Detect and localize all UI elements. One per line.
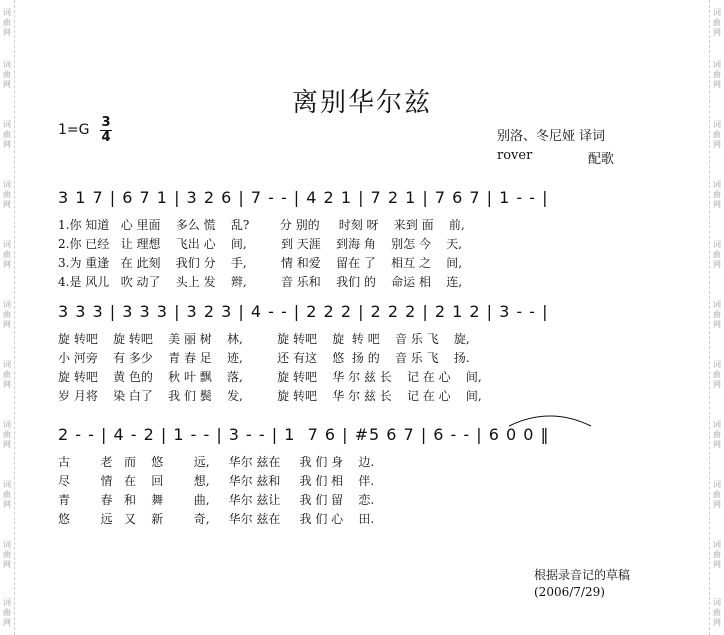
notation-line: 3 1 7 | 6 7 1 | 3 2 6 | 7 - - | 4 2 1 | 7 2 1 | 7 6 7 | 1 - - | <box>58 188 549 207</box>
song-title: 离别华尔兹 <box>291 88 432 118</box>
arranger-role: 配歌 <box>588 152 615 167</box>
lyric-line: 4.是 风儿 吹 动了 头上 发 辫, 音 乐和 我们 的 命运 相 连, <box>58 275 463 289</box>
time-signature <box>100 117 112 144</box>
lyric-line: 旋 转吧 黄 色的 秋 叶 飘 落, 旋 转吧 华 尔 兹 长 记 在 心 间, <box>58 370 482 384</box>
lyric-line: 旋 转吧 旋 转吧 美 丽 树 林, 旋 转吧 旋 转 吧 音 乐 飞 旋, <box>58 332 470 346</box>
side-watermark: 词曲网 <box>713 360 721 389</box>
side-watermark: 词曲网 <box>3 598 11 627</box>
lyric-line: 尽 情 在 回 想, 华尔 兹和 我 们 相 伴. <box>58 474 375 488</box>
side-watermark: 词曲网 <box>713 300 721 329</box>
lyric-line: 3.为 重逢 在 此刻 我们 分 手, 情 和爱 留在 了 相互 之 间, <box>58 256 463 270</box>
side-watermark: 词曲网 <box>713 480 721 509</box>
side-watermark: 词曲网 <box>713 598 721 627</box>
notation-line: 2 - - | 4 - 2 | 1 - - | 3 - - | 1 7 6 | #5 6 7 | 6 - - | 6 0 0 ‖ <box>58 425 550 444</box>
side-watermark: 词曲网 <box>713 420 721 449</box>
lyric-line: 悠 远 又 新 奇, 华尔 兹在 我 们 心 田. <box>58 512 375 526</box>
lyrics-credit: 别洛、冬尼娅 译词 <box>497 129 606 144</box>
side-watermark: 词曲网 <box>713 540 721 569</box>
side-watermark: 词曲网 <box>3 420 11 449</box>
time-signature-top: 3 <box>101 115 111 130</box>
side-watermark: 词曲网 <box>713 60 721 89</box>
lyric-line: 青 春 和 舞 曲, 华尔 兹让 我 们 留 恋. <box>58 493 375 507</box>
side-watermark: 词曲网 <box>3 240 11 269</box>
side-watermark: 词曲网 <box>3 360 11 389</box>
lyric-line: 岁 月将 染 白了 我 们 鬓 发, 旋 转吧 华 尔 兹 长 记 在 心 间, <box>58 389 482 403</box>
lyric-line: 1.你 知道 心 里面 多么 慌 乱? 分 别的 时刻 呀 来到 面 前, <box>58 218 465 232</box>
side-watermark: 词曲网 <box>3 300 11 329</box>
side-watermark: 词曲网 <box>3 60 11 89</box>
lyric-line: 古 老 而 悠 远, 华尔 兹在 我 们 身 边. <box>58 455 375 469</box>
draft-note: 根据录音记的草稿 <box>534 568 631 582</box>
key-signature: 1=G <box>58 122 90 138</box>
side-watermark: 词曲网 <box>3 180 11 209</box>
time-signature-bottom: 4 <box>101 130 111 145</box>
arranger-name: rover <box>497 148 533 163</box>
side-watermark: 词曲网 <box>3 8 11 37</box>
side-watermark: 词曲网 <box>3 480 11 509</box>
side-watermark: 词曲网 <box>3 540 11 569</box>
side-watermark: 词曲网 <box>713 240 721 269</box>
side-watermark: 词曲网 <box>713 120 721 149</box>
notation-line: 3 3 3 | 3 3 3 | 3 2 3 | 4 - - | 2 2 2 | 2 2 2 | 2 1 2 | 3 - - | <box>58 302 549 321</box>
side-watermark: 词曲网 <box>3 120 11 149</box>
draft-date: (2006/7/29) <box>534 585 605 599</box>
lyric-line: 2.你 已经 让 理想 飞出 心 间, 到 天涯 到海 角 别怎 今 天, <box>58 237 463 251</box>
lyric-line: 小 河旁 有 多少 青 春 足 迹, 还 有这 悠 扬 的 音 乐 飞 扬. <box>58 351 470 365</box>
side-watermark: 词曲网 <box>713 8 721 37</box>
side-watermark: 词曲网 <box>713 180 721 209</box>
